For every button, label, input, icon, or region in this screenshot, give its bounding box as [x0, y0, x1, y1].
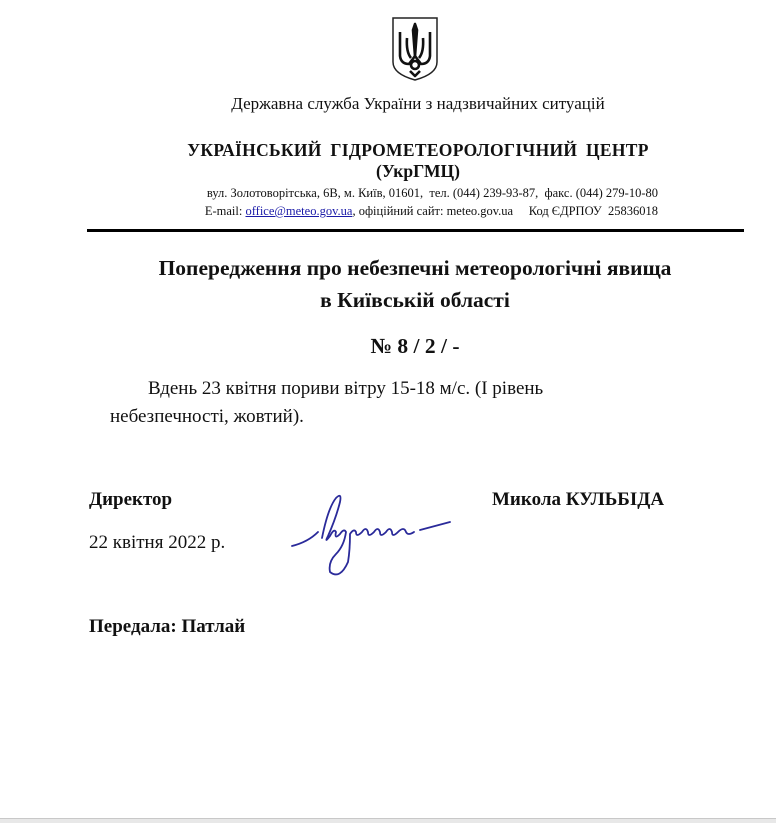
signer-position: Директор: [89, 489, 173, 510]
organization-contacts: [173, 204, 658, 219]
document-date: 22 квітня 2022 р.: [89, 532, 226, 553]
warning-text-line-2: небезпечності, жовтий).: [110, 406, 304, 427]
site-and-code: , офіційний сайт: meteo.gov.ua Код ЄДРПОУ 25836018: [352, 204, 658, 218]
warning-text-line-1: Вдень 23 квітня пориви вітру 15-18 м/с. (І рівень: [148, 378, 544, 399]
document-number: № 8 / 2 / -: [370, 334, 460, 358]
page-bottom-edge: [0, 818, 776, 823]
organization-abbreviation: (УкрГМЦ): [376, 161, 460, 181]
header-divider: [87, 229, 744, 232]
email-label: E-mail:: [204, 204, 246, 218]
coat-of-arms-icon: [391, 16, 439, 82]
document-title-line-1: Попередження про небезпечні метеорологічні явища: [158, 256, 672, 280]
handwritten-signature: [288, 488, 458, 580]
organization-address: вул. Золотоворітська, 6В, м. Київ, 01601, тел. (044) 239-93-87, факс. (044) 279-10-80: [206, 186, 658, 200]
sent-by: Передала: Патлай: [89, 616, 246, 637]
email-link[interactable]: office@meteo.gov.ua: [245, 204, 353, 218]
document-title-line-2: в Київській області: [320, 288, 510, 312]
signer-name: Микола КУЛЬБІДА: [492, 489, 665, 510]
organization-name: УКРАЇНСЬКИЙ ГІДРОМЕТЕОРОЛОГІЧНИЙ ЦЕНТР: [187, 140, 649, 160]
agency-name: Державна служба України з надзвичайних ситуацій: [231, 94, 605, 113]
